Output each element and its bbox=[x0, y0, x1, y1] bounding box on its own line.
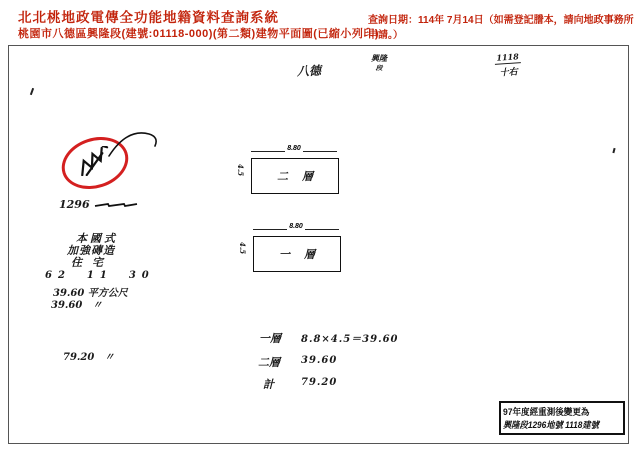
scan-artifact bbox=[612, 148, 615, 153]
area-second-floor: 39.60 〃 bbox=[51, 300, 103, 311]
construction-style: 本國式 bbox=[76, 232, 118, 245]
document-title: 桃園市八德區興隆段(建號:01118-000)(第二類)建物平面圖(已縮小列印) bbox=[18, 28, 380, 40]
area-total: 79.20 〃 bbox=[63, 352, 115, 363]
calc-row2-value: 39.60 bbox=[301, 355, 338, 366]
second-floor-height-dimension: 4.5 bbox=[236, 164, 245, 177]
calc-row1-label: 一層 bbox=[259, 332, 281, 345]
section-name: 興隆 bbox=[371, 53, 387, 63]
building-number-ref: 十右 bbox=[499, 67, 519, 79]
stamp-line2: 興隆段1296地號 1118建號 bbox=[503, 420, 599, 430]
building-usage: 住宅 bbox=[71, 256, 113, 269]
system-title: 北北桃地政電傳全功能地籍資料查詢系統 bbox=[18, 10, 279, 25]
district-annotation: 八德 bbox=[296, 63, 322, 79]
land-number: 1296 bbox=[59, 198, 90, 211]
calc-row1-value: 8.8×4.5＝39.60 bbox=[301, 334, 399, 345]
section-suffix: 段 bbox=[375, 63, 383, 72]
first-floor-label: 一層 bbox=[279, 248, 329, 261]
pen-stroke-mark bbox=[97, 126, 167, 160]
construction-material: 加強磚造 bbox=[67, 244, 115, 257]
squiggle-strikeout-icon bbox=[94, 201, 138, 209]
first-floor-height-dimension: 4.5 bbox=[238, 242, 247, 255]
land-number-annotation bbox=[59, 198, 138, 211]
scan-artifact bbox=[30, 88, 34, 95]
calc-row3-label: 計 bbox=[263, 378, 274, 391]
building-number-annotation bbox=[494, 51, 522, 79]
second-floor-width-dimension bbox=[251, 144, 337, 152]
first-floor-outline bbox=[253, 236, 341, 272]
second-floor-outline bbox=[251, 158, 339, 194]
dimension-value: 8.80 bbox=[289, 223, 303, 230]
first-floor-width-dimension bbox=[253, 222, 339, 230]
calc-row2-label: 二層 bbox=[258, 356, 280, 369]
dimension-value: 8.80 bbox=[287, 145, 301, 152]
survey-date: 62 11 30 bbox=[45, 270, 155, 281]
second-floor-label: 二層 bbox=[277, 170, 327, 183]
calc-row3-value: 79.20 bbox=[301, 377, 338, 388]
building-number: 1118 bbox=[494, 51, 521, 65]
query-date: 查詢日期：114年 7月14日（如需登記謄本，請向地政事務所申請。） bbox=[368, 15, 634, 41]
resurvey-stamp-box bbox=[499, 401, 625, 435]
floor-plan-sheet bbox=[8, 45, 629, 444]
section-annotation bbox=[371, 54, 387, 72]
area-first-floor: 39.60 平方公尺 bbox=[53, 288, 128, 299]
stamp-line1: 97年度經重測後變更為 bbox=[503, 407, 590, 417]
